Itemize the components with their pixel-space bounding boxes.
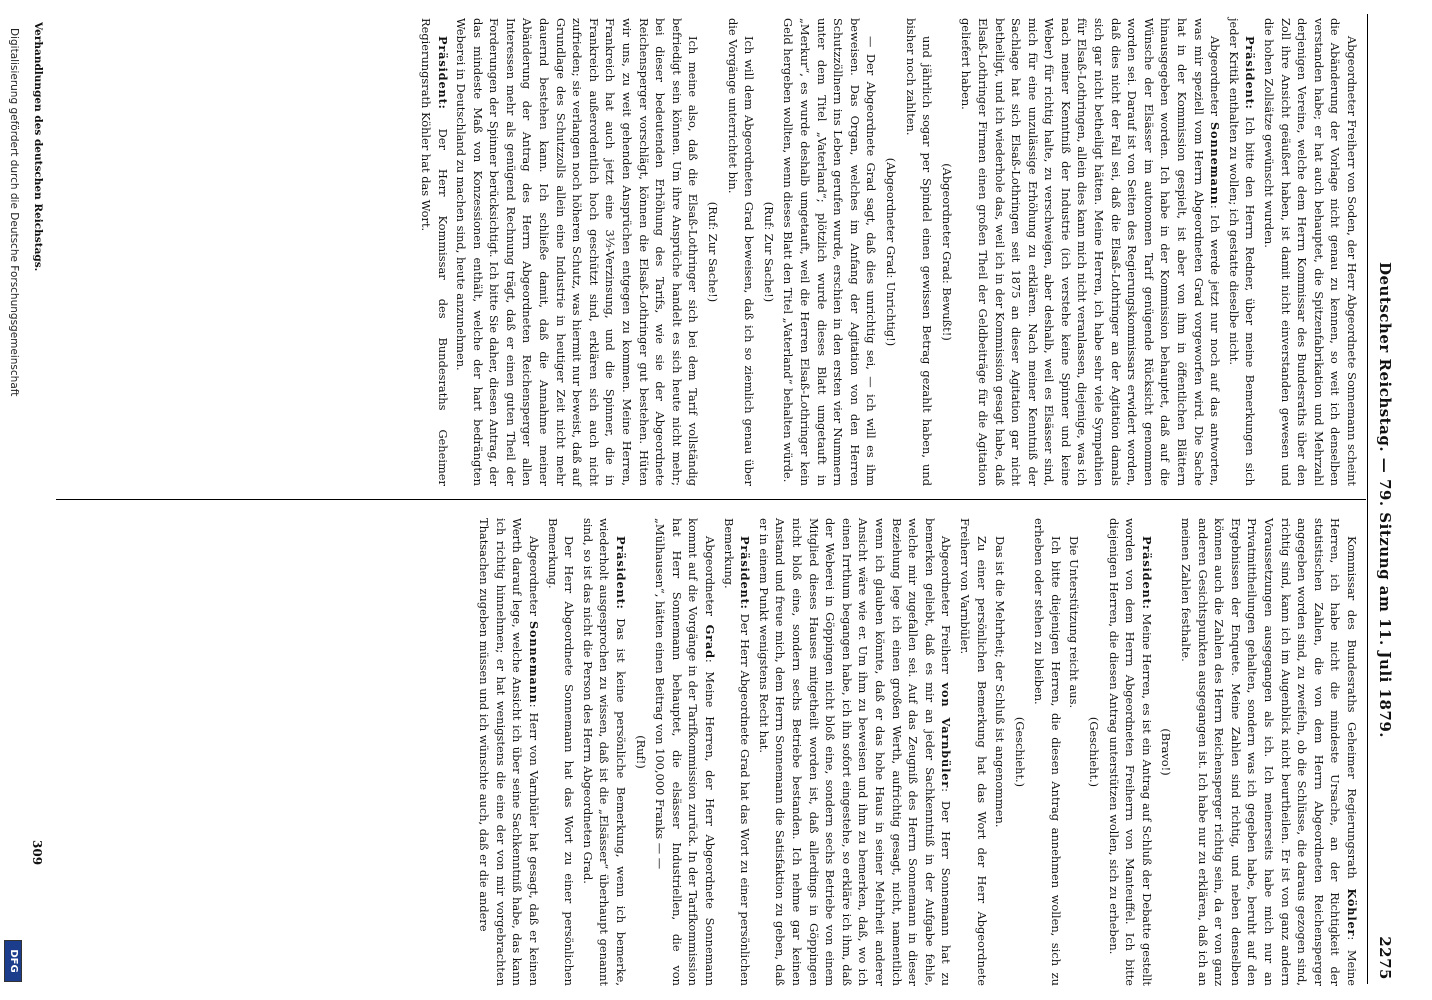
footer-signature-number: 309 bbox=[30, 840, 44, 866]
paragraph: Abgeordneter Freiherr von Soden, der Herr Abgeordnete Sonnemann scheint die Abänderung der Vorlage nicht genau zu kennen, so weit ich denselben verstanden habe; er hat auch behauptet, die Spitzenfabrikation und Mehrzahl derjenigen Vereine, welche dem Herrn Kommissar des Bundesraths über den Zoll ihre Ansicht geäußert haben, ist damit nicht einverstanden gewesen und die hohen Zollsätze gewünscht wurden. bbox=[1262, 18, 1359, 486]
paragraph: Präsident: Der Herr Kommissar des Bundesraths Geheimer Regierungsrath Köhler hat das Wort. bbox=[418, 18, 450, 486]
header-rule bbox=[1367, 14, 1368, 984]
left-column bbox=[415, 18, 1360, 486]
paragraph: Präsident: Ich bitte den Herrn Redner, über meine Bemerkungen sich jeder Kritik enthalten zu wollen; ich gestatte dieselbe nicht. bbox=[1226, 18, 1258, 486]
paragraph: Ich will dem Abgeordneten Grad beweisen, daß ich so ziemlich genau über die Vorgänge unterrichtet bin. bbox=[725, 18, 757, 486]
paragraph: Kommissar des Bundesraths Geheimer Regierungsrath Köhler: Meine Herren, ich habe nicht die mindeste Ursache, an der Richtigkeit der statistischen Zahlen, die von dem Herrn Abgeordneten Reichensperger angegeben worden sind, zu zweifeln, ob die Schlüsse, die daraus gezogen sind, richtig sind, kann ich im Augenblick nicht beurtheilen. Er ist von ganz andern Voraussetzungen ausgegangen als ich. Ich meinerseits habe mich nur an Privatmittheilungen gehalten, sondern was ich gegeben habe, beruht auf den Ergebnissen der Enquete. Meine Zahlen sind richtig, und neben denselben können auch die Zahlen des Herrn Reichensperger richtig sein, da er von ganz anderen Gesichtspunkten ausgegangen ist. Ich habe nur zu erklären, daß ich an meinen Zahlen festhalte. bbox=[1179, 518, 1359, 986]
header-page-number: 2275 bbox=[1376, 936, 1394, 980]
paragraph: Ich bitte diejenigen Herren, die diesen Antrag annehmen wollen, sich zu erheben oder stehen zu bleiben. bbox=[1032, 518, 1063, 986]
interjection: (Geschieht.) bbox=[1012, 716, 1027, 788]
paragraph: Präsident: Das ist keine persönliche Bemerkung, wenn ich bemerke, wiederholt ausgesprochen zu wissen, daß ist die „Elsässer“ überhaupt genannt sind, so ist das nicht die Person des Herrn Abgeordneten Grad. bbox=[580, 518, 629, 986]
footer-source: Verhandlungen des deutschen Reichstags. bbox=[32, 22, 44, 272]
paragraph: Ich meine also, daß die Elsaß-Lothringer sich bei dem Tarif vollständig befriedigt sein können. Um ihre Ansprüche handelt es sich heute nicht mehr; bei dieser bedeutenden Erhöhung des Tarifs, wie sie der Abgeordnete Reichensperger vorschlägt, können die Elsaß-Lothringer gut bestehen. Hüten wir uns, zu weit gehenden Ansprüchen entgegen zu kommen. Meine Herren, Frankreich hat auch jetzt eine 3⅓-Verzinsung, und die Spinner, die in Frankreich außerordentlich hoch geschützt sind, erklären sich auch nicht zufrieden; sie verlangen noch höheren Schutz, was hiermit nur beweist, daß auf Grundlage des Schutzzolls allein eine Industrie in heutiger Zeit nicht mehr dauernd bestehen kann. Ich schließe damit, daß die Annahme meiner Abänderung der Antrag des Herrn Abgeordneten Reichensperger allen Interessen mehr als genügend Rechnung trägt, daß er einen guten Theil der Forderungen der Spinner berücksichtigt. Ich bitte Sie daher, diesen Antrag, der das mindeste Maß von Konzessionen enthält, welche der hart bedrängten Weberei in Deutschland zu machen sind, heute anzunehmen. bbox=[454, 18, 701, 486]
interjection: (Abgeordneter Grad: Unrichtig!) bbox=[883, 157, 898, 347]
paragraph: Abgeordneter Sonnemann: Ich werde jetzt nur noch auf das antworten, was mir speziell vom Herrn Abgeordneten Grad vorgeworfen wird. Die Sache hat in der Kommission gespielt, ist aber von ihm in öffentlichen Blättern hinausgegeben worden. Ich habe in der Kommission behauptet, daß auf die Wünsche der Elsässer im autonomen Tarif genügende Rücksicht genommen worden sei. Darauf ist von Seiten des Regierungskommissars erwidert worden, daß dies nicht der Fall sei, daß die Elsaß-Lothringer an der Agitation damals sich gar nicht betheiligt hätten. Meine Herren, ich habe sehr viele Sympathien für Elsaß-Lothringen, allein dies kann mich nicht veranlassen, diejenige, was ich nach meiner Kenntniß der Industrie (ich verstehe keine Spinner und keine Weber) für richtig halte, zu verschweigen, aber deshalb, weil es Elsässer sind, mich für eine unzulässige Erhöhung zu erklären. Nach meiner Kenntniß der Sachlage hat sich Elsaß-Lothringen seit 1875 an dieser Agitation gar nicht betheiligt, und ich wiederhole das, weil ich in der Kommission gesagt habe, daß Elsaß-Lothringer Firmen einen großen Theil der Geldbeiträge für die Agitation geliefert haben. bbox=[959, 18, 1223, 486]
interjection: (Bravo!) bbox=[1159, 728, 1174, 776]
running-header bbox=[1372, 20, 1394, 980]
paragraph: und jährlich sogar per Spindel einen gewissen Betrag gezahlt haben, und bisher noch zahlten. bbox=[903, 18, 935, 486]
paragraph: Abgeordneter Sonnemann: Herr von Varnbüler hat gesagt, daß er keinen Werth darauf lege, welche Ansicht ich über seine Sachkenntniß habe, das kann ich richtig hinnehmen; er hat wenigstens die eine der von mir vorgebrachten Thatsachen zugeben müssen und ich wünschte auch, daß er die andere bbox=[477, 518, 542, 986]
header-title: Deutscher Reichstag. — 79. Sitzung am 11. Juli 1879. bbox=[1376, 261, 1394, 739]
paragraph: — Der Abgeordnete Grad sagt, daß dies unrichtig sei, — ich will es ihm beweisen. Das Organ, welches im Anfang der Agitation von den Herren Schutzzöllnern ins Leben gerufen wurde, erschien in den ersten vier Nummern unter dem Titel „Vaterland“; plötzlich wurde dieses Blatt umgetauft in „Merkur“, es wurde deshalb umgetauft, weil die Herren Elsaß-Lothringer kein Geld hergeben wollten, wenn dieses Blatt den Titel „Vaterland“ behalten würde. bbox=[781, 18, 879, 486]
column-divider bbox=[56, 499, 1366, 500]
paragraph: Präsident: Meine Herren, es ist ein Antrag auf Schluß der Debatte gestellt worden von dem Herrn Abgeordneten Freiherrn von Manteuffel. Ich bitte diejenigen Herren, die diesen Antrag unterstützen wollen, sich zu erheben. bbox=[1106, 518, 1154, 986]
paragraph: Das ist die Mehrheit; der Schluß ist angenommen. bbox=[993, 536, 1008, 828]
interjection: (Ruf!) bbox=[633, 735, 648, 769]
interjection: (Ruf: Zur Sache!) bbox=[706, 201, 721, 303]
interjection: (Geschieht.) bbox=[1087, 716, 1102, 788]
interjection: (Ruf: Zur Sache!) bbox=[761, 201, 776, 303]
dfg-logo: DFG bbox=[4, 940, 22, 982]
right-column bbox=[474, 518, 1360, 986]
paragraph: Zu einer persönlichen Bemerkung hat das Wort der Herr Abgeordnete Freiherr von Varnbüler. bbox=[957, 518, 989, 986]
interjection: (Abgeordneter Grad: Bewußt!) bbox=[939, 163, 954, 341]
paragraph: Die Unterstützung reicht aus. bbox=[1067, 536, 1082, 709]
paragraph: Abgeordneter Grad: Meine Herren, der Herr Abgeordnete Sonnemann kommt auf die Vorgänge in der Tarifkommission zurück. In der Tarifkommission hat Herr Sonnemann behauptet, die elsässer Industriellen, die von „Mülhausen“, hätten einen Beitrag von 100,000 Franks — — bbox=[653, 518, 718, 986]
paragraph: Abgeordneter Freiherr von Varnbüler: Der Herr Sonnemann hat zu bemerken geliebt, daß es mir an jeder Sachkenntniß in der Aufgabe fehle, welche mir zugefallen sei. Auf das Zeugniß des Herrn Sonnemann in dieser Beziehung lege ich einen großen Werth, aufrichtig gesagt, nicht, namentlich wenn ich glauben könnte, daß er das hohe Haus in seiner Mehrheit anderer Ansicht wäre wie er. Um ihm zu beweisen und ihm zu bemerken, daß, wo ich einen Irrthum begangen habe, ich ihn sofort eingestehe, so erkläre ich ihm, daß der Weberei in Göppingen nicht bloß eine, sondern sechs Betriebe von einem Mitglied dieses Hauses mitgetheilt worden ist, daß allerdings in Göppingen nicht bloß eine, sondern sechs Betriebe bestanden. Ich nehme gar keinen Anstand und freue mich, dem Herrn Sonnemann die Satisfaktion zu geben, daß er in einem Punkt wenigstens Recht hat. bbox=[756, 518, 954, 986]
paragraph: Präsident: Der Herr Abgeordnete Grad hat das Wort zu einer persönlichen Bemerkung. bbox=[721, 518, 753, 986]
paragraph: Der Herr Abgeordnete Sonnemann hat das Wort zu einer persönlichen Bemerkung. bbox=[545, 518, 577, 986]
digitization-credit: Digitalisierung gefördert durch die Deutsche Forschungsgemeinschaft bbox=[8, 28, 20, 397]
